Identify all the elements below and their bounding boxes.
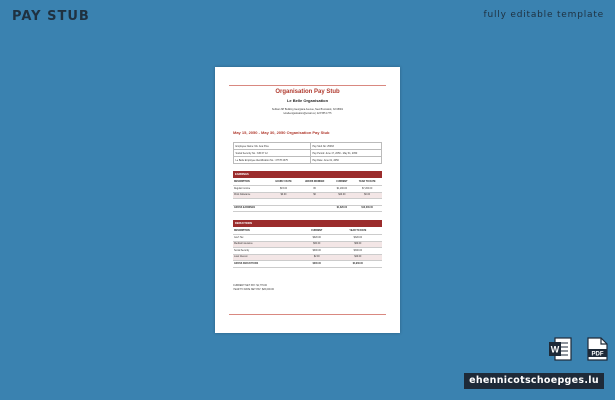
table-cell: $20.00 [331,192,352,199]
table-cell: $2.00 [300,254,334,261]
info-cell: Le Belle Employee Identification No.: 47778 4375 [234,157,311,164]
pay-stub-document [215,67,400,333]
table-cell: $7,200.00 [352,186,382,193]
table-cell: $4,960.00 [334,261,382,268]
word-file-icon[interactable] [547,336,573,362]
column-header: DESCRIPTION [233,228,300,235]
deductions-table [233,228,382,268]
brand-subtitle: fully editable template [483,10,604,20]
column-header: HOURLY RATE [269,179,298,186]
info-cell: Pay Period: June 17, 2050 - May 31, 2050 [310,150,381,157]
current-net-pay: CURRENT NET PAY: $1,776.00 [233,284,267,287]
table-cell: $300.00 [334,248,382,255]
employee-info-table [233,142,382,164]
table-row [234,150,382,157]
table-cell: $10,000.00 [352,205,382,212]
table-row [233,205,382,212]
top-rule [229,85,386,86]
table-cell: Medical Insurance [233,241,300,248]
table-cell: $1,200.00 [331,186,352,193]
table-row [234,143,382,150]
info-cell: Pay Stub No: 25063 [310,143,381,150]
info-cell: Employee Name: Ms. Ana Pina [234,143,311,150]
table-cell: GROSS DEDUCTIONS [233,261,300,268]
document-title: Organisation Pay Stub [275,89,340,95]
table-cell: $60.00 [300,241,334,248]
table-cell: $300.00 [300,248,334,255]
svg-text:PDF: PDF [591,351,604,358]
column-header: CURRENT [331,179,352,186]
table-cell [269,205,298,212]
earnings-header: EARNINGS [233,171,382,178]
info-cell: Social Security No.: 345 67 12 [234,150,311,157]
contact-line: lebelleorganisation@email.us | 223 555 1775 [283,111,332,115]
table-cell: $1,820.00 [331,205,352,212]
table-cell: $20.00 [334,254,382,261]
deductions-header: DEDUCTIONS [233,220,382,227]
table-row [234,157,382,164]
pay-period-heading: May 15, 2050 - May 30, 2050 Organisation Pay Stub [233,130,330,135]
table-cell: $0.00 [269,192,298,199]
table-row [233,261,382,268]
bottom-rule [229,314,386,315]
table-cell: $0 [298,192,332,199]
column-header: YEAR TO DATE [352,179,382,186]
table-cell: $60.00 [334,241,382,248]
table-cell: 80 [298,186,332,193]
ytd-net-pay: YEAR TO DATE NET PAY: $26,000.00 [233,288,274,291]
company-name: Le Belle Organisation [286,98,329,103]
table-cell: $15.00 [269,186,298,193]
table-cell: Social Security [233,248,300,255]
table-cell: $320.00 [300,235,334,242]
table-cell: Regular Income [233,186,269,193]
column-header: DESCRIPTION [233,179,269,186]
table-cell [298,205,332,212]
table-cell: $300.00 [300,261,334,268]
column-header: YEAR TO DATE [334,228,382,235]
table-cell: $0.00 [352,192,382,199]
column-header: HOURS WORKED [298,179,332,186]
table-cell: Gov't Tax [233,235,300,242]
table-cell: Work Allowance [233,192,269,199]
earnings-table [233,179,382,212]
svg-text:W: W [550,344,560,355]
company-address [215,108,400,115]
watermark-badge: ehennicotschoepges.lu [464,373,604,389]
table-cell: Loan Interest [233,254,300,261]
column-header: CURRENT [300,228,334,235]
net-pay-summary [233,284,274,292]
pdf-file-icon[interactable] [584,336,610,362]
address-line: Sullivan NP Building Georgiana Avenue, New Brunswick, NJ 08901 [271,108,344,111]
file-format-icons [547,336,610,362]
info-cell: Pay Date: June 01, 2050 [310,157,381,164]
brand-title: PAY STUB [12,9,90,24]
table-cell: $320.00 [334,235,382,242]
table-cell: GROSS EARNINGS [233,205,269,212]
